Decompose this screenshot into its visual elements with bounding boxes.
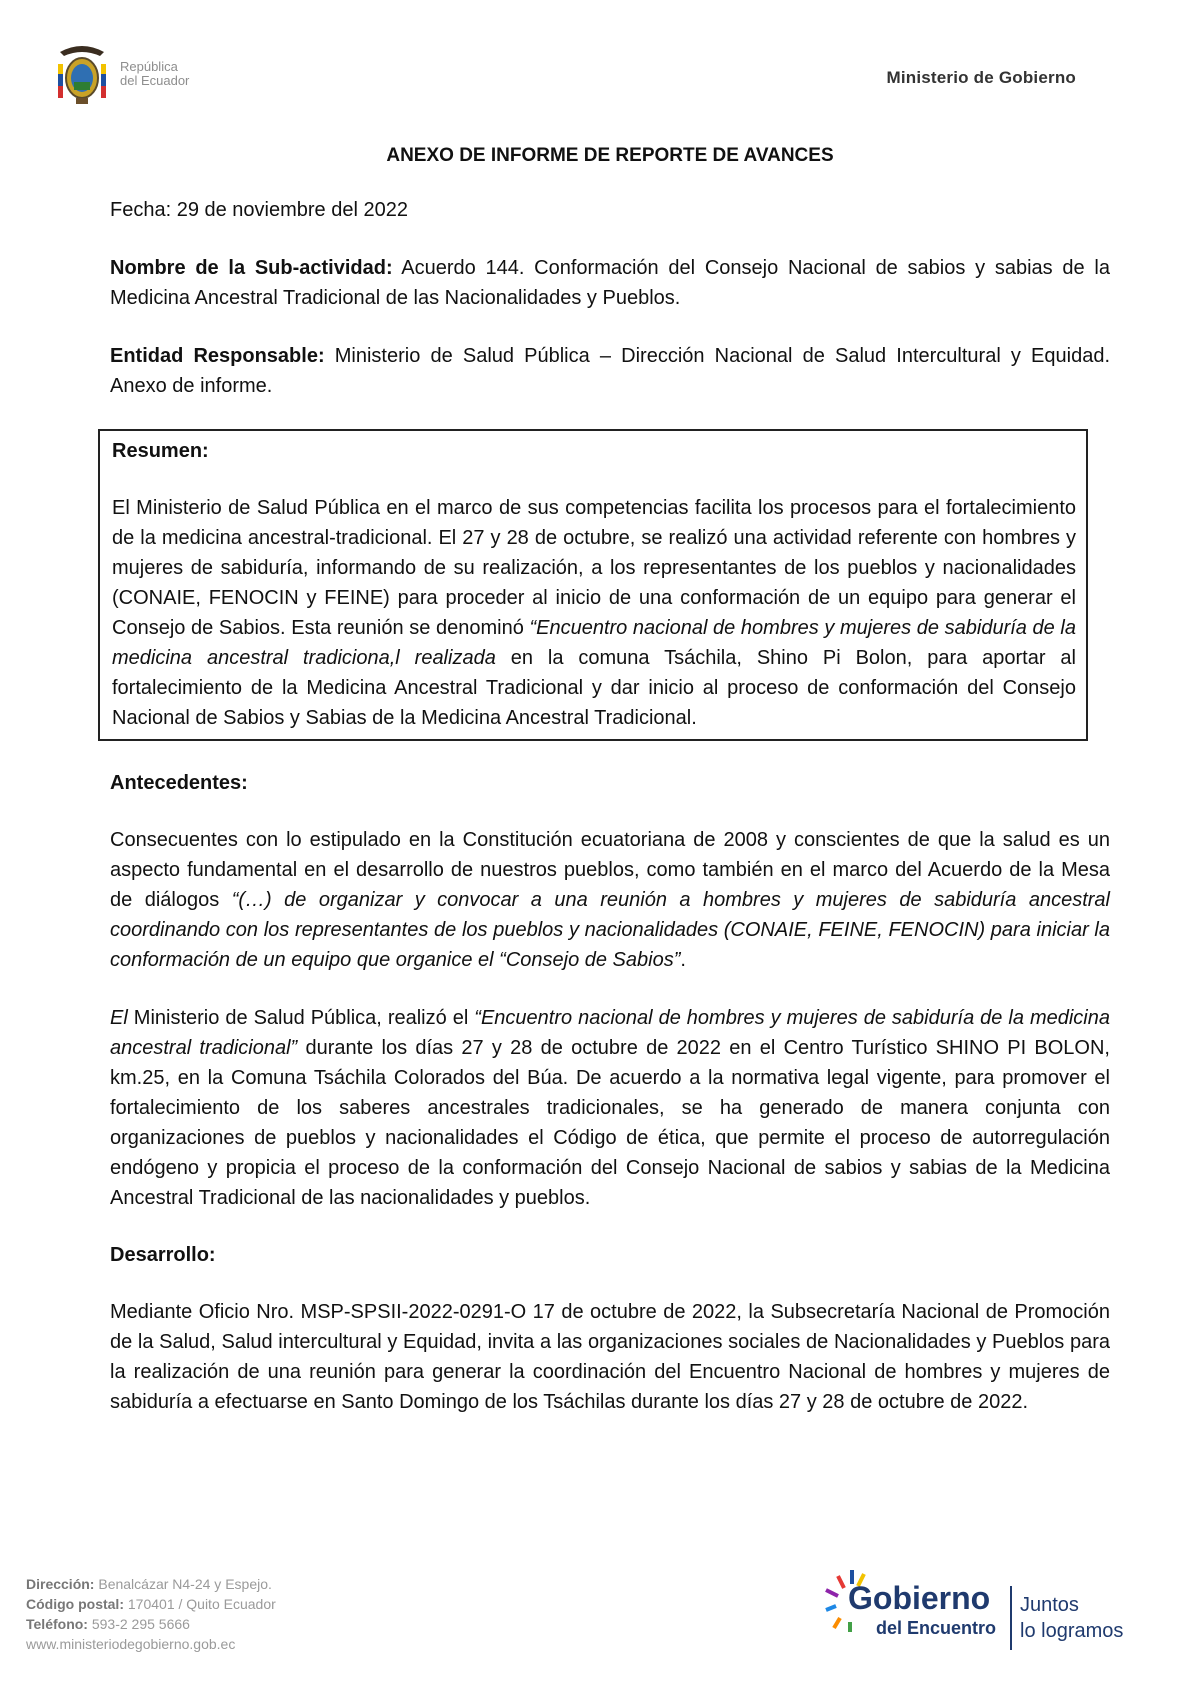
gobierno-title: Gobierno (848, 1580, 991, 1616)
entity-text: Ministerio de Salud Pública – Dirección Nacional de Salud Intercultural y Equidad. Anexo de informe. (110, 345, 1111, 397)
desarrollo-heading: Desarrollo: (110, 1244, 216, 1266)
subactivity-text: Acuerdo 144. Conformación del Consejo Nacional de sabios y sabias de la Medicina Ancestral Tradicional de las Nacionalidades y Pueblos. (110, 257, 1110, 309)
page-header (0, 0, 1200, 120)
footer-website[interactable]: www.ministeriodegobierno.gob.ec (26, 1636, 236, 1652)
document-date: Fecha: 29 de noviembre del 2022 (110, 199, 408, 221)
summary-label: Resumen: (112, 440, 209, 462)
ministry-name: Ministerio de Gobierno (886, 68, 1076, 87)
antecedentes-paragraph-2: El Ministerio de Salud Pública, realizó el “Encuentro nacional de hombres y mujeres de sabiduría de la medicina ancestral tradicional” durante los días 27 y 28 de octubre de 2022 en el Centro Turístico SHINO PI BOLON, km.25, en la Comuna Tsáchila Colorados del Búa. De acuerdo a la normativa legal vigente, para promover el fortalecimiento de los saberes ancestrales tradicionales, se ha generado de manera conjunta con organizaciones de pueblos y nacionalidades el Código de ética, que permite el proceso de autorregulación endógeno y propicia el proceso de la conformación del Consejo Nacional de sabios y sabias de la Medicina Ancestral Tradicional de las nacionalidades y pueblos. (110, 1007, 1110, 1209)
slogan: Juntos lo logramos (1020, 1594, 1124, 1642)
footer-postal: Código postal: 170401 / Quito Ecuador (26, 1596, 276, 1612)
antecedentes-heading: Antecedentes: (110, 772, 248, 794)
entity-field (110, 341, 1110, 401)
footer-address: Dirección: Benalcázar N4-24 y Espejo. (26, 1576, 272, 1592)
logo-separator (1010, 1586, 1012, 1650)
document-title: ANEXO DE INFORME DE REPORTE DE AVANCES (386, 145, 834, 166)
entity-label: Entidad Responsable: (110, 345, 325, 367)
subactivity-field (110, 253, 1110, 313)
antecedentes-paragraph-1: Consecuentes con lo estipulado en la Constitución ecuatoriana de 2008 y conscientes de que la salud es un aspecto fundamental en el desarrollo de nuestros pueblos, como también en el marco del Acuerdo de la Mesa de diálogos “(…) de organizar y convocar a una reunión a hombres y mujeres de sabiduría ancestral coordinando con los representantes de los pueblos y nacionalidades (CONAIE, FEINE, FENOCIN) para iniciar la conformación de un equipo que organice el “Consejo de Sabios”. (110, 829, 1110, 971)
country-name: República del Ecuador (120, 59, 190, 88)
document-body (110, 145, 1110, 1445)
footer-address-block (26, 1574, 276, 1654)
page-footer (0, 1546, 1200, 1696)
summary-box (98, 429, 1088, 741)
gobierno-subtitle: del Encuentro (876, 1618, 997, 1638)
desarrollo-paragraph: Mediante Oficio Nro. MSP-SPSII-2022-0291-O 17 de octubre de 2022, la Subsecretaría Nacional de Promoción de la Salud, Salud intercultural y Equidad, invita a las organizaciones sociales de Nacionalidades y Pueblos para la realización de una reunión para generar la coordinación del Encuentro Nacional de hombres y mujeres de sabiduría a efectuarse en Santo Domingo de los Tsáchilas durante los días 27 y 28 de octubre de 2022. (110, 1301, 1110, 1413)
footer-phone: Teléfono: 593-2 295 5666 (26, 1616, 190, 1632)
summary-paragraph: El Ministerio de Salud Pública en el marco de sus competencias facilita los procesos para el fortalecimiento de la medicina ancestral-tradicional. El 27 y 28 de octubre, se realizó una actividad referente con hombres y mujeres de sabiduría, informando de su realización, a los representantes de los pueblos y nacionalidades (CONAIE, FENOCIN y FEINE) para proceder al inicio de una conformación de un equipo para generar el Consejo de Sabios. Esta reunión se denominó “Encuentro nacional de hombres y mujeres de sabiduría de la medicina ancestral tradiciona,l realizada en la comuna Tsáchila, Shino Pi Bolon, para aportar al fortalecimiento de la Medicina Ancestral Tradicional y dar inicio al proceso de conformación del Consejo Nacional de Sabios y Sabias de la Medicina Ancestral Tradicional. (112, 497, 1077, 729)
subactivity-label: Nombre de la Sub-actividad: (110, 257, 393, 279)
